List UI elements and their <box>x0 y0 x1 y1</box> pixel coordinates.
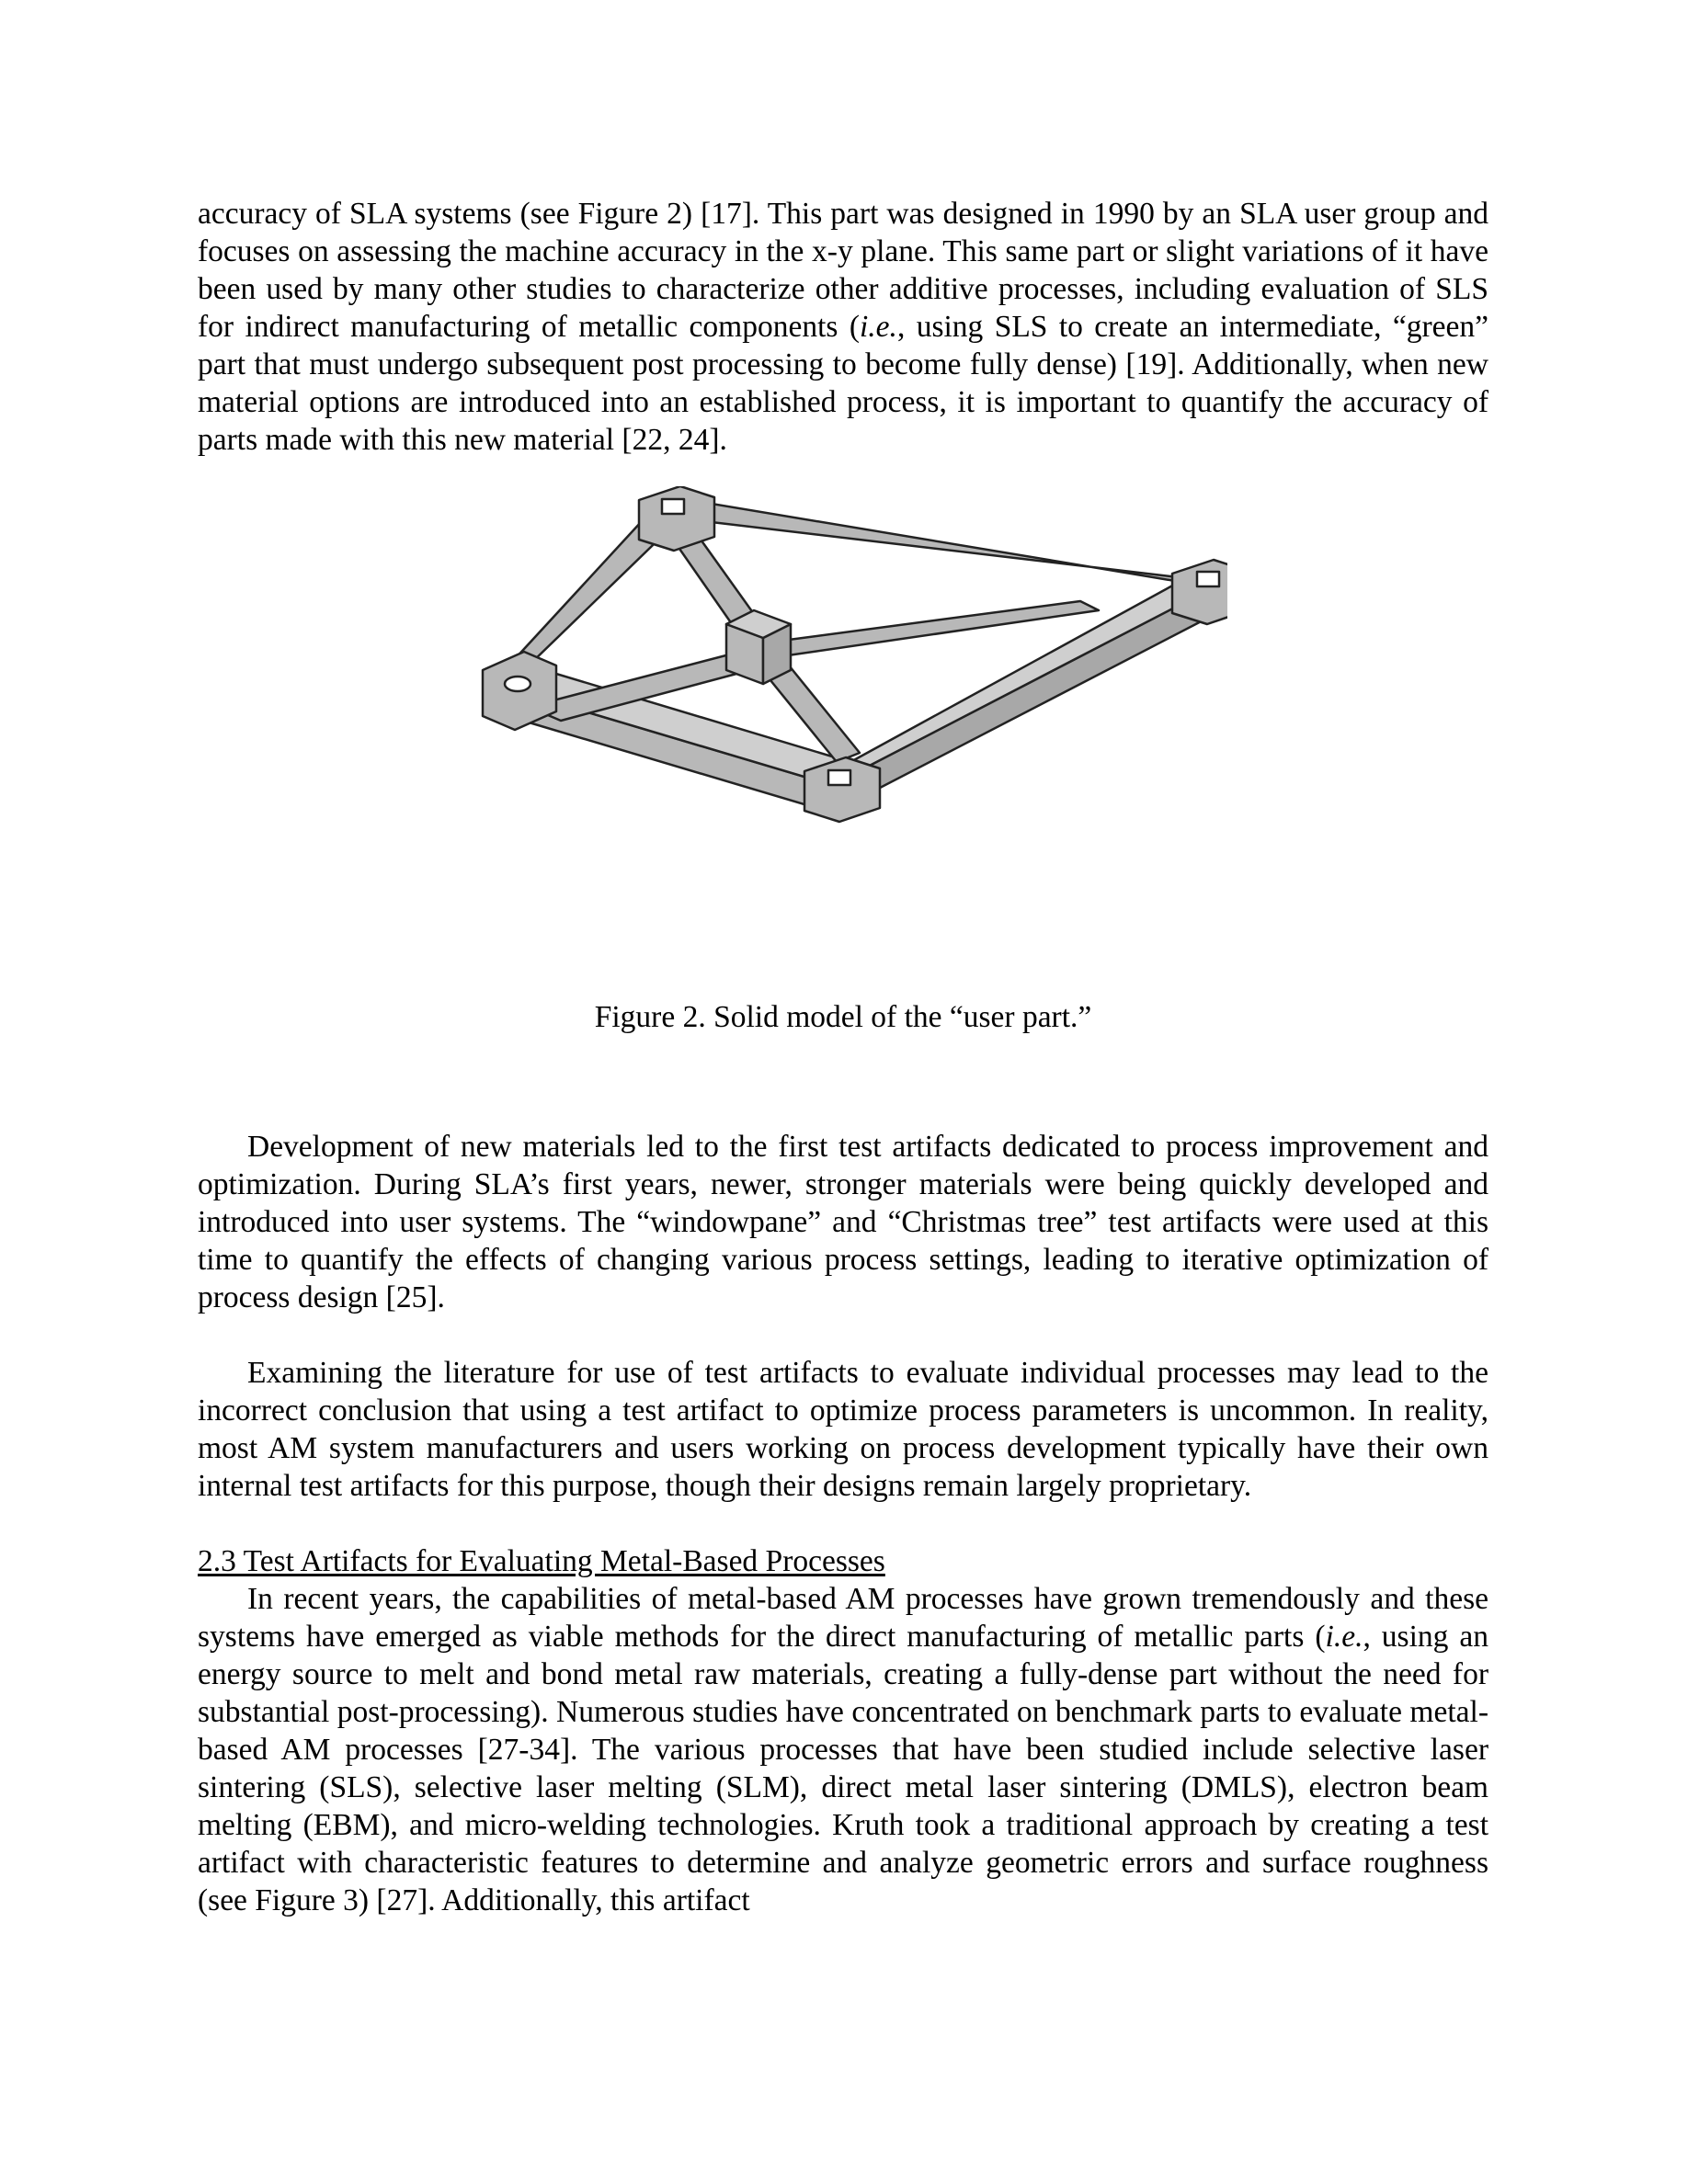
section-heading: 2.3 Test Artifacts for Evaluating Metal-Based Processes <box>198 1544 885 1578</box>
corner-hole-square-front <box>828 770 850 785</box>
corner-hole-round <box>505 677 530 691</box>
corner-hole-square-right <box>1197 572 1219 586</box>
figure-caption: Figure 2. Solid model of the “user part.” <box>594 1000 1092 1034</box>
corner-post-right <box>1172 560 1227 624</box>
corner-hole-square-back <box>662 499 684 514</box>
figure-2 <box>198 486 1488 987</box>
paragraph-4: In recent years, the capabilities of metal-based AM processes have grown tremendously and these systems have emerged as viable methods for the direct manufacturing of metallic parts (i.e., using an energy source to melt and bond metal raw materials, creating a fully-dense part without the need for substantial post-processing). Numerous studies have concentrated on benchmark parts to evaluate metal-based AM processes [27-34]. The various processes that have been studied include selective laser sintering (SLS), selective laser melting (SLM), direct metal laser sintering (DMLS), electron beam melting (EBM), and micro-welding technologies. Kruth took a traditional approach by creating a test artifact with characteristic features to determine and analyze geometric errors and surface roughness (see Figure 3) [27]. Additionally, this artifact <box>198 1582 1488 1917</box>
paragraph-3: Examining the literature for use of test artifacts to evaluate individual processes may lead to the incorrect conclusion that using a test artifact to optimize process parameters is uncommon. In reality, most AM system manufacturers and users working on process development typically have their own internal test artifacts for this purpose, though their designs remain largely proprietary. <box>198 1356 1488 1503</box>
cross-arm-right <box>768 601 1099 656</box>
document-body <box>198 195 1488 1919</box>
paragraph-2: Development of new materials led to the first test artifacts dedicated to process improvement and optimization. During SLA’s first years, newer, stronger materials were being quickly developed and introduced into user systems. The “windowpane” and “Christmas tree” test artifacts were used at this time to quantify the effects of changing various process settings, leading to iterative optimization of process design [25]. <box>198 1130 1488 1314</box>
corner-post-back <box>639 486 714 551</box>
user-part-solid-model-image <box>473 486 1227 946</box>
frame-back-right-rail <box>653 500 1214 587</box>
corner-post-front <box>804 757 880 822</box>
paragraph-1: accuracy of SLA systems (see Figure 2) [17]. This part was designed in 1990 by an SLA user group and focuses on assessing the machine accuracy in the x-y plane. This same part or slight variations of it have been used by many other studies to characterize other additive processes, including evaluation of SLS for indirect manufacturing of metallic components (i.e., using SLS to create an intermediate, “green” part that must undergo subsequent post processing to become fully dense) [19]. Additionally, when new material options are introduced into an established process, it is important to quantify the accuracy of parts made with this new material [22, 24]. <box>198 197 1489 457</box>
